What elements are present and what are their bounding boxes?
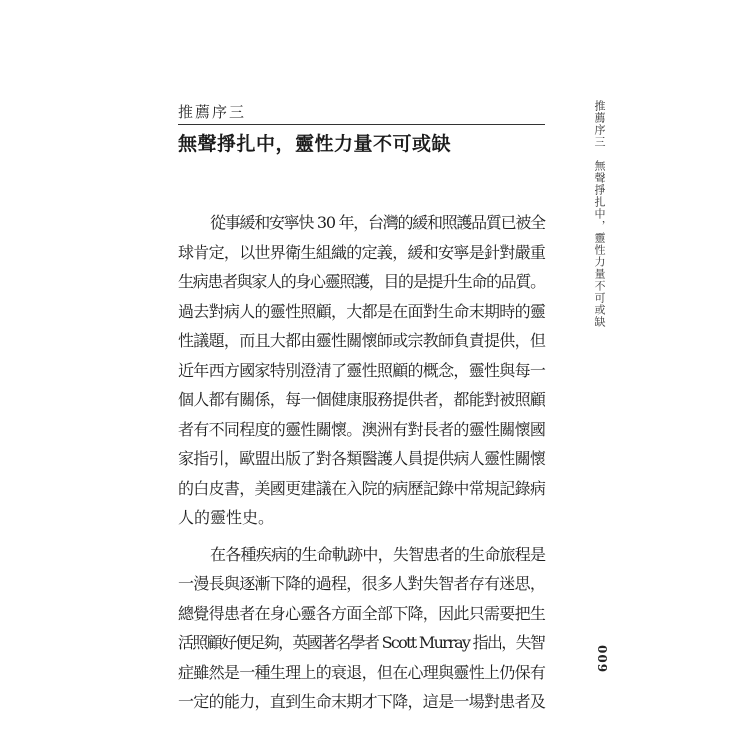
- text-line: 球肯定，以世界衛生組織的定義，緩和安寧是針對嚴重: [178, 242, 546, 262]
- paragraph-2: [178, 540, 546, 717]
- text-line: 家指引，歐盟出版了對各類醫護人員提供病人靈性關懷: [178, 449, 546, 468]
- section-label: 推薦序三: [178, 103, 247, 121]
- text-line: 的白皮書，美國更建議在入院的病歷記錄中常規記錄病: [178, 478, 546, 498]
- text-line: 個人都有關係，每一個健康服務提供者，都能對被照顧: [178, 390, 546, 409]
- text-line: 活照顧好便足夠，英國著名學者 Scott Murray 指出，失智: [178, 633, 545, 652]
- text-line: 生病患者與家人的身心靈照護，目的是提升生命的品質。: [178, 272, 545, 291]
- text-line: 者有不同程度的靈性關懷。澳洲有對長者的靈性關懷國: [178, 419, 546, 439]
- chapter-title: 無聲掙扎中，靈性力量不可或缺: [178, 133, 452, 155]
- text-line: 一漫長與逐漸下降的過程，很多人對失智者存有迷思，: [178, 574, 546, 593]
- paragraph-1: [178, 208, 546, 533]
- text-line: 人的靈性史。: [178, 508, 275, 527]
- header-rule: [178, 124, 545, 125]
- text-line: 性議題，而且大都由靈性關懷師或宗教師負責提供，但: [178, 331, 546, 350]
- page-number: 009: [595, 645, 609, 674]
- text-line: 從事緩和安寧快 30 年，台灣的緩和照護品質已被全: [210, 213, 545, 232]
- running-head: 推薦序三 無聲掙扎中，靈性力量不可或缺: [593, 100, 606, 328]
- text-line: 過去對病人的靈性照顧，大都是在面對生命末期時的靈: [178, 301, 546, 321]
- body-text: [178, 208, 546, 717]
- text-line: 在各種疾病的生命軌跡中，失智患者的生命旅程是: [210, 544, 546, 564]
- text-line: 總覺得患者在身心靈各方面全部下降，因此只需要把生: [178, 603, 546, 623]
- text-line: 一定的能力，直到生命末期才下降，這是一場對患者及: [178, 692, 546, 711]
- text-line: 症雖然是一種生理上的衰退，但在心理與靈性上仍保有: [178, 662, 546, 682]
- text-line: 近年西方國家特別澄清了靈性照顧的概念，靈性與每一: [178, 360, 546, 380]
